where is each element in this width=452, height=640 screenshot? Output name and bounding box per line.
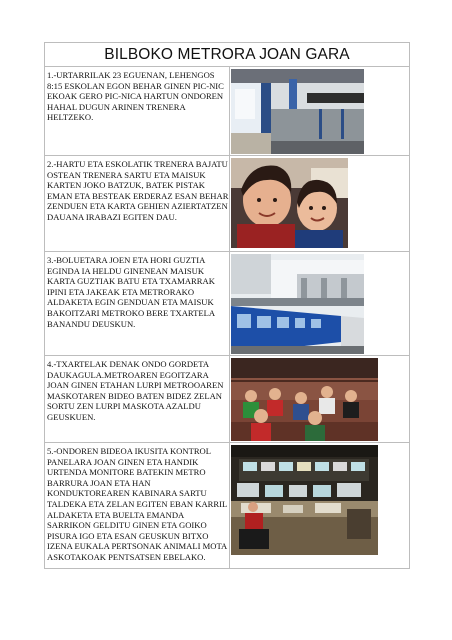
section-text-3: 3.-BOLUETARA JOEN ETA HORI GUZTIA EGINDA IA HELDU GINENEAN MAISUK KARTA GUZTIAK BATU ETA TXAMARRAK IPINI ETA JAKEAK ETA METRORAKO ALDAKETA EGIN GENDUAN ETA MAISUK BAKOITZARI METROKO BERE TXARTELA BANANDU DEUSKUN.: [47, 255, 215, 329]
section-text-5: 5.-ONDOREN BIDEOA IKUSITA KONTROL PANELARA JOAN GINEN ETA HANDIK URTENDA MONITORE BATEKIN METRO BARRURA JOAN ETA HAN KONDUKTOREAREN KABINARA SARTU TALDEKA ETA ZELAN EGITEN EBAN KARRIL ALDAKETA ETA BUELTA EMANDA SARRIKON GELDITU GINEN ETA GOIKO PISURA IGO ETA ESAN GEUSKUN BITXO IZENA EUKALA PERTSONAK ANIMALI MOTA ASKOTAKOAK PENTSATSEN EBELAKO.: [47, 446, 227, 562]
section-row-5: [45, 443, 409, 569]
children-auditorium-photo: [231, 358, 378, 441]
section-row-2: [45, 156, 409, 252]
section-text-1: 1.-URTARRILAK 23 EGUENAN, LEHENGOS 8:15 ESKOLAN EGON BEHAR GINEN PIC-NIC EKOAK GERO PIC-NICA HARTUN ONDOREN HAHAL DUGUN ARINEN TRENERA HELTZEKO.: [47, 70, 224, 123]
document-page: [44, 42, 410, 569]
section-text-2: 2.-HARTU ETA ESKOLATIK TRENERA BAJATU OSTEAN TRENERA SARTU ETA MAISUK KARTEN JOKO BATZUK, BATEK PISTAK EMAN ETA BESTEAK ERDERAZ ESAN BEHAR ZENDUEN ETA KARTA GEHIEN AZIERTATZEN DAUANA IRABAZI EGITEN DAU.: [47, 159, 229, 222]
column-divider: [229, 356, 230, 442]
section-row-4: [45, 356, 409, 443]
column-divider: [229, 156, 230, 251]
page-title: BILBOKO METRORA JOAN GARA: [45, 43, 409, 67]
section-row-1: [45, 67, 409, 156]
column-divider: [229, 443, 230, 569]
column-divider: [229, 252, 230, 355]
two-boys-photo: [231, 158, 348, 248]
control-room-photo: [231, 445, 378, 555]
train-platform-photo: [231, 69, 364, 154]
column-divider: [229, 67, 230, 155]
section-row-3: [45, 252, 409, 356]
section-text-4: 4.-TXARTELAK DENAK ONDO GORDETA DAUKAGULA.METROAREN EGOITZARA JOAN GINEN ETAHAN LURPI METROOAREN MASKOTAREN BIDEO BATEN BIDEZ ZELAN SORTU ZEN LURPI MASKOTA AZALDU GEUSKUEN.: [47, 359, 224, 422]
metro-train-photo: [231, 254, 364, 354]
